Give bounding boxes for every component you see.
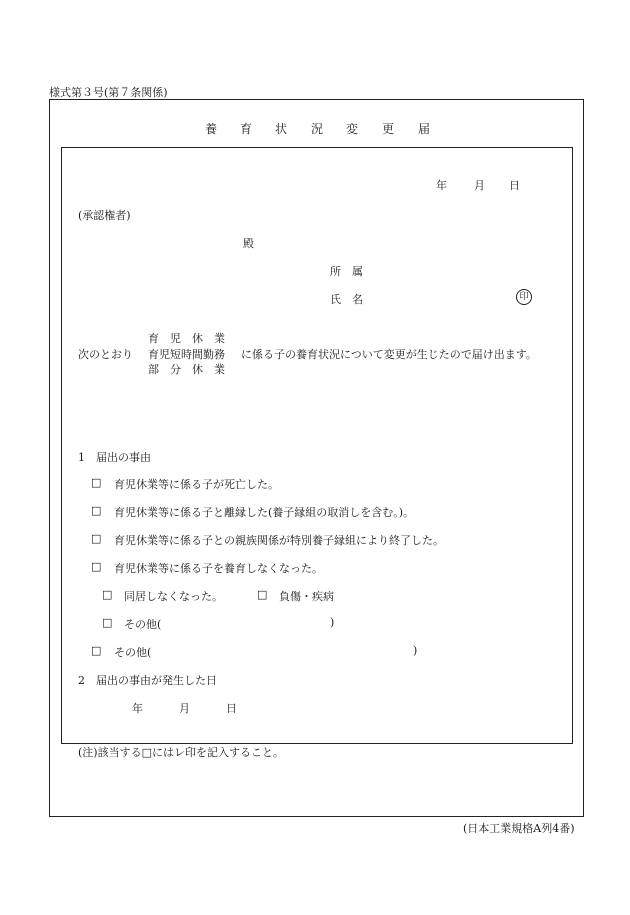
checkbox-other[interactable]: □ bbox=[91, 644, 102, 657]
section1-title: 1 届出の事由 bbox=[78, 451, 151, 464]
title-char: 届 bbox=[418, 122, 431, 136]
sub-reason-other-open: その他( bbox=[124, 618, 162, 631]
title-char: 変 bbox=[346, 122, 359, 136]
notice-suffix: に係る子の養育状況について変更が生じたので届け出ます。 bbox=[241, 348, 537, 361]
seal-icon: 印 bbox=[516, 289, 532, 305]
date-month-label: 月 bbox=[474, 179, 485, 192]
notice-option-childcare-leave: 育 児 休 業 bbox=[148, 332, 225, 345]
title-char: 養 bbox=[205, 122, 218, 136]
title-char: 況 bbox=[311, 122, 324, 136]
reason-special-adoption: 育児休業等に係る子との親族関係が特別養子縁組により終了した。 bbox=[114, 534, 444, 547]
approver-label: (承認権者) bbox=[78, 209, 131, 222]
occurrence-month-label: 月 bbox=[179, 702, 190, 715]
checkbox-sub-injury[interactable]: □ bbox=[257, 588, 268, 601]
sub-reason-other-close: ) bbox=[330, 616, 335, 629]
other-close: ) bbox=[413, 644, 418, 657]
sub-reason-cohabit: 同居しなくなった。 bbox=[124, 590, 223, 603]
checkbox-reason-no-longer-raising[interactable]: □ bbox=[91, 560, 102, 573]
title-char: 状 bbox=[275, 122, 288, 136]
title-char: 更 bbox=[382, 122, 395, 136]
note: (注)該当する□にはレ印を記入すること。 bbox=[78, 746, 284, 759]
reason-no-longer-raising: 育児休業等に係る子を養育しなくなった。 bbox=[114, 562, 323, 575]
section2-title: 2 届出の事由が発生した日 bbox=[78, 674, 217, 687]
notice-prefix: 次のとおり bbox=[78, 348, 133, 361]
checkbox-reason-special-adoption[interactable]: □ bbox=[91, 532, 102, 545]
reason-dissolution: 育児休業等に係る子と離縁した(養子縁組の取消しを含む。)。 bbox=[114, 506, 415, 519]
paper-spec: (日本工業規格A列4番) bbox=[463, 822, 575, 835]
checkbox-reason-dissolution[interactable]: □ bbox=[91, 504, 102, 517]
affiliation-label: 所 属 bbox=[330, 265, 363, 278]
name-label: 氏 名 bbox=[330, 293, 363, 306]
notice-option-partial-leave: 部 分 休 業 bbox=[148, 363, 225, 376]
occurrence-year-label: 年 bbox=[132, 702, 143, 715]
honorific: 殿 bbox=[243, 237, 254, 250]
checkbox-sub-other[interactable]: □ bbox=[102, 616, 113, 629]
occurrence-day-label: 日 bbox=[226, 702, 237, 715]
title-char: 育 bbox=[240, 122, 253, 136]
notice-option-short-hours: 育児短時間勤務 bbox=[148, 348, 225, 361]
reason-death: 育児休業等に係る子が死亡した。 bbox=[114, 478, 279, 491]
date-day-label: 日 bbox=[509, 179, 520, 192]
checkbox-sub-cohabit[interactable]: □ bbox=[102, 588, 113, 601]
date-year-label: 年 bbox=[436, 179, 447, 192]
checkbox-reason-death[interactable]: □ bbox=[91, 476, 102, 489]
sub-reason-injury: 負傷・疾病 bbox=[279, 590, 334, 603]
other-open: その他( bbox=[114, 646, 152, 659]
form-number: 様式第３号(第７条関係) bbox=[49, 86, 168, 99]
